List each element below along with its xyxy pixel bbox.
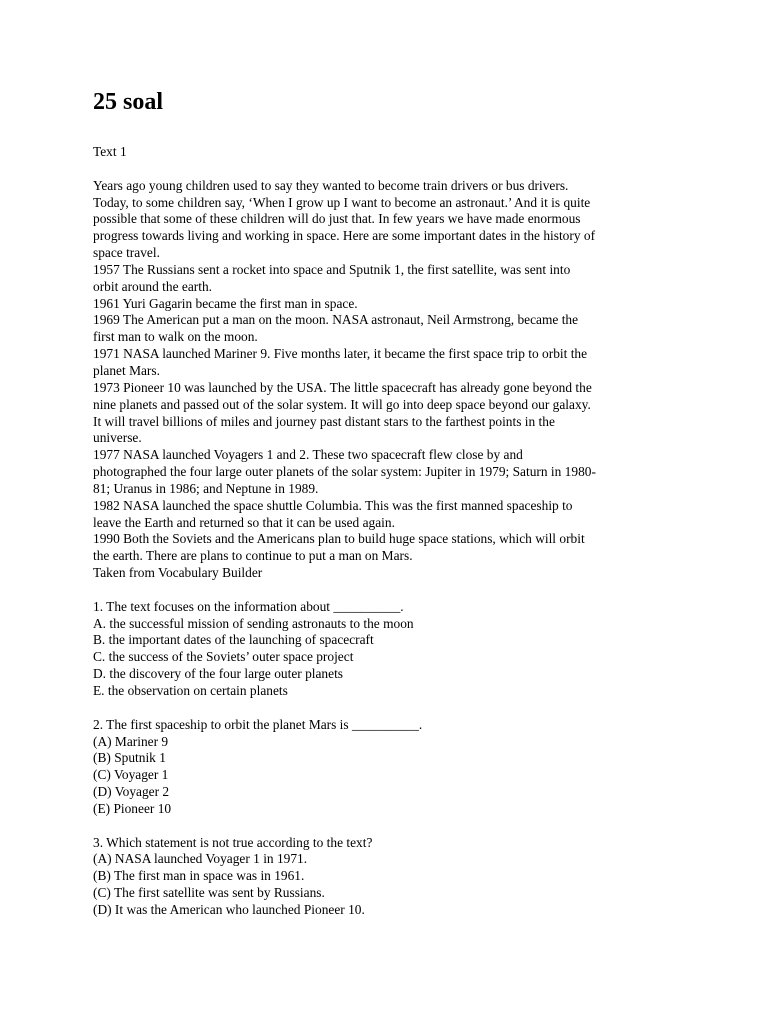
passage-line: possible that some of these children will do just that. In few years we have made enormous	[93, 211, 581, 227]
spacer	[93, 582, 683, 599]
spacer	[93, 818, 683, 835]
passage-line: nine planets and passed out of the solar system. It will go into deep space beyond our galaxy.	[93, 396, 591, 412]
answer-option: (B) The first man in space was in 1961.	[93, 868, 305, 884]
passage-line: 1982 NASA launched the space shuttle Columbia. This was the first manned spaceship to	[93, 497, 573, 513]
passage-line: leave the Earth and returned so that it can be used again.	[93, 514, 395, 530]
spacer	[93, 700, 683, 717]
answer-option: D. the discovery of the four large outer planets	[93, 666, 344, 682]
passage-line: space travel.	[93, 245, 160, 261]
passage-line: Today, to some children say, ‘When I grow up I want to become an astronaut.’ And it is quite	[93, 194, 591, 210]
passage-line: 1961 Yuri Gagarin became the first man in space.	[93, 295, 358, 311]
passage-line: the earth. There are plans to continue to put a man on Mars.	[93, 548, 413, 564]
answer-option: (D) It was the American who launched Pioneer 10.	[93, 901, 365, 917]
passage-line: It will travel billions of miles and journey past distant stars to the farthest points in the	[93, 413, 555, 429]
passage-line: progress towards living and working in space. Here are some important dates in the history of	[93, 228, 596, 244]
passage-line: 81; Uranus in 1986; and Neptune in 1989.	[93, 480, 319, 496]
question-2	[93, 717, 683, 818]
passage-line: photographed the four large outer planets of the solar system: Jupiter in 1979; Saturn in 1980-	[93, 464, 596, 480]
passage-line: orbit around the earth.	[93, 278, 212, 294]
answer-option: A. the successful mission of sending astronauts to the moon	[93, 615, 414, 631]
answer-option: (C) The first satellite was sent by Russians.	[93, 885, 325, 901]
question-stem: 3. Which statement is not true according to the text?	[93, 834, 373, 850]
question-stem: 1. The text focuses on the information about __________.	[93, 598, 404, 614]
passage-line: 1969 The American put a man on the moon. NASA astronaut, Neil Armstrong, became the	[93, 312, 579, 328]
passage-line: 1973 Pioneer 10 was launched by the USA. The little spacecraft has already gone beyond the	[93, 379, 592, 395]
answer-option: (C) Voyager 1	[93, 767, 169, 783]
document-title: 25 soal	[93, 89, 164, 115]
answer-option: B. the important dates of the launching of spacecraft	[93, 632, 374, 648]
document-page	[93, 86, 683, 919]
answer-option: (A) Mariner 9	[93, 733, 169, 749]
passage-line: planet Mars.	[93, 362, 160, 378]
question-1	[93, 599, 683, 700]
question-stem: 2. The first spaceship to orbit the planet Mars is __________.	[93, 716, 423, 732]
text-label: Text 1	[93, 144, 127, 159]
passage-line: 1957 The Russians sent a rocket into space and Sputnik 1, the first satellite, was sent into	[93, 261, 571, 277]
source-credit: Taken from Vocabulary Builder	[93, 565, 263, 581]
passage-line: 1977 NASA launched Voyagers 1 and 2. These two spacecraft flew close by and	[93, 447, 523, 463]
question-3	[93, 835, 683, 919]
answer-option: (D) Voyager 2	[93, 784, 170, 800]
spacer	[93, 161, 683, 178]
passage-line: Years ago young children used to say they wanted to become train drivers or bus drivers.	[93, 177, 569, 193]
passage-line: 1971 NASA launched Mariner 9. Five months later, it became the first space trip to orbit the	[93, 346, 588, 362]
answer-option: (A) NASA launched Voyager 1 in 1971.	[93, 851, 308, 867]
answer-option: (E) Pioneer 10	[93, 800, 172, 816]
answer-option: C. the success of the Soviets’ outer space project	[93, 649, 354, 665]
answer-option: (B) Sputnik 1	[93, 750, 166, 766]
passage	[93, 178, 683, 582]
passage-line: universe.	[93, 430, 142, 446]
passage-line: first man to walk on the moon.	[93, 329, 258, 345]
answer-option: E. the observation on certain planets	[93, 683, 288, 698]
passage-line: 1990 Both the Soviets and the Americans plan to build huge space stations, which will orbit	[93, 531, 585, 547]
